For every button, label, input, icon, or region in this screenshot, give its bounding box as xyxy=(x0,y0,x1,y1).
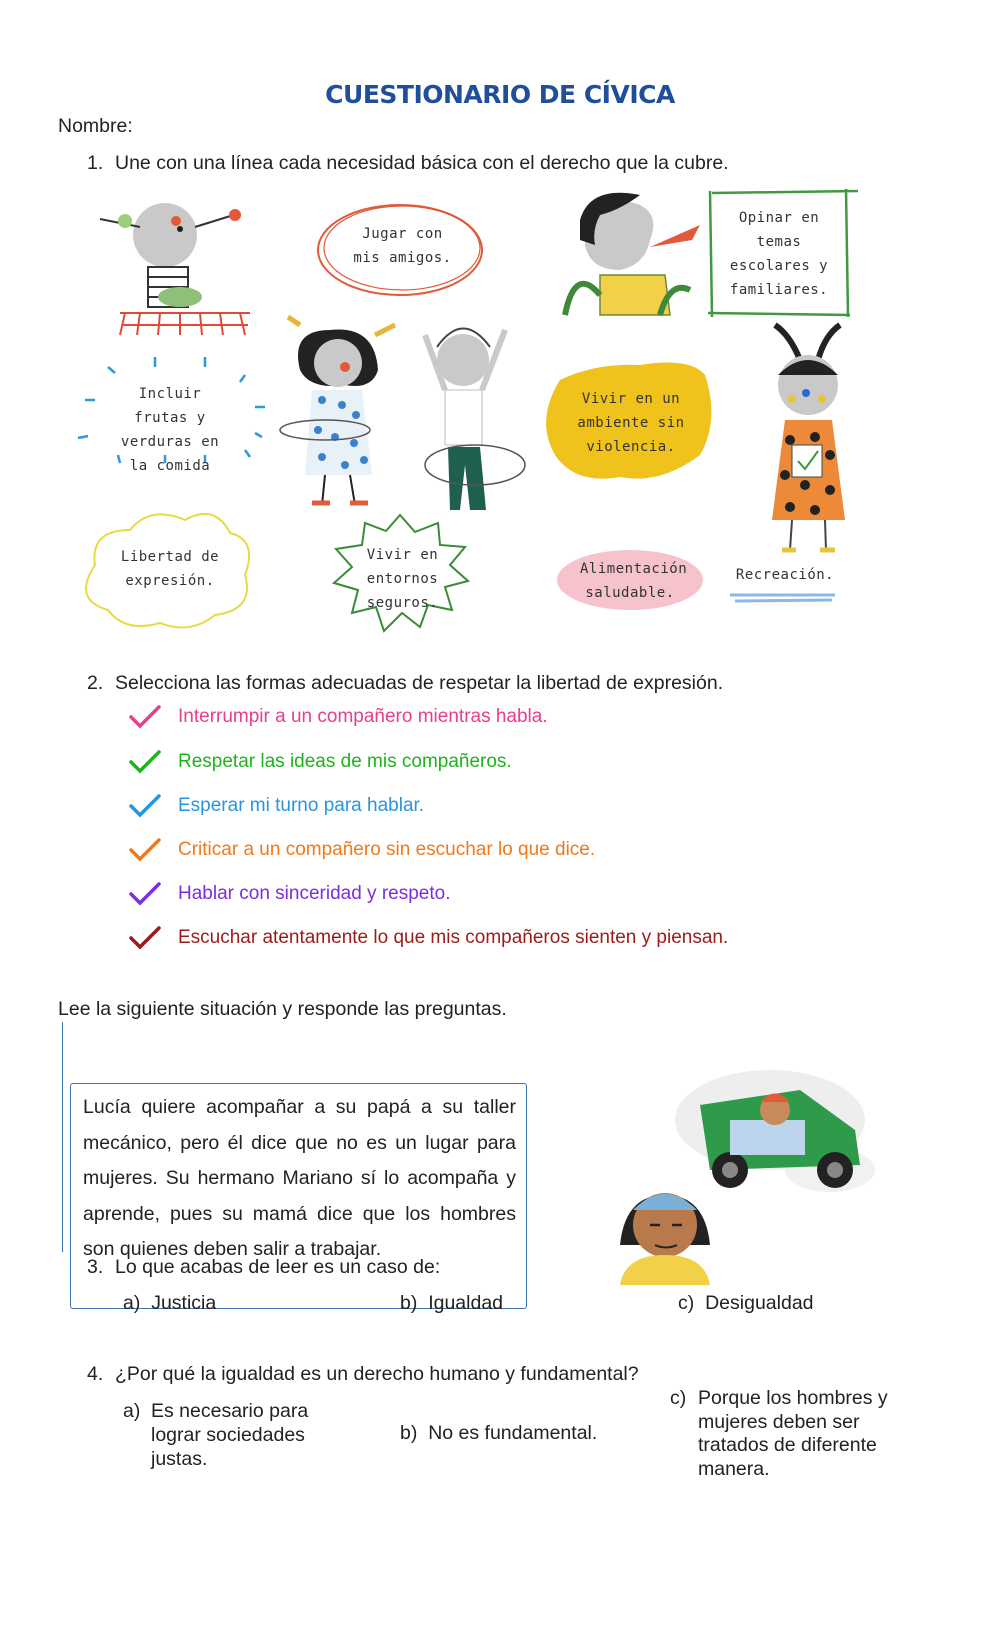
q4-option-a[interactable] xyxy=(123,1399,343,1471)
card-entornos: Vivir en entornos seguros. xyxy=(366,547,439,611)
q3-option-c-letter: c) xyxy=(678,1292,695,1314)
q4-option-b-text: No es fundamental. xyxy=(428,1422,598,1444)
q2-option-5[interactable] xyxy=(128,878,450,910)
q1-text: Une con una línea cada necesidad básica con el derecho que la cubre. xyxy=(115,152,729,174)
q2-option-label: Esperar mi turno para hablar. xyxy=(178,795,425,816)
q3-text: Lo que acabas de leer es un caso de: xyxy=(115,1256,441,1278)
q2-option-3[interactable] xyxy=(128,790,424,822)
q2-number: 2. xyxy=(87,672,104,694)
card-alimentacion: Alimentación saludable. xyxy=(580,561,688,601)
q2-option-4[interactable] xyxy=(128,834,595,866)
q4-option-a-line: justas. xyxy=(151,1448,208,1470)
card-libertad: Libertad de expresión. xyxy=(120,549,220,589)
q3-number: 3. xyxy=(87,1256,104,1278)
q2-option-1[interactable] xyxy=(128,701,548,733)
name-label: Nombre: xyxy=(58,115,133,137)
q2-option-label: Respetar las ideas de mis compañeros. xyxy=(178,751,512,772)
q4-option-a-letter: a) xyxy=(123,1400,141,1422)
card-opinar: Opinar en temas escolares y familiares. xyxy=(729,210,829,298)
q4-text: ¿Por qué la igualdad es un derecho humano y fundamental? xyxy=(115,1363,639,1385)
q4-option-c-line: mujeres deben ser xyxy=(698,1410,860,1433)
card-recreacion: Recreación. xyxy=(735,567,835,583)
child-painting-illustration xyxy=(565,193,700,315)
q2-option-label: Interrumpir a un compañero mientras habla. xyxy=(178,706,548,727)
q1-number: 1. xyxy=(87,152,104,174)
girl-apron-illustration xyxy=(772,325,845,550)
q3-option-a-text: Justicia xyxy=(151,1292,217,1314)
q2-text: Selecciona las formas adecuadas de respetar la libertad de expresión. xyxy=(115,672,724,694)
page-title: CUESTIONARIO DE CÍVICA xyxy=(325,80,675,109)
q2-option-2[interactable] xyxy=(128,746,512,778)
q4-option-c[interactable] xyxy=(670,1387,920,1481)
q2-option-label: Escuchar atentamente lo que mis compañeros sienten y piensan. xyxy=(178,927,729,948)
check-icon xyxy=(128,749,162,775)
q3-option-b-letter: b) xyxy=(400,1292,418,1314)
story-frame-line xyxy=(62,1022,66,1252)
q4-option-a-line: Es necesario para xyxy=(151,1400,309,1422)
q3-option-c-text: Desigualdad xyxy=(705,1292,814,1314)
check-icon xyxy=(128,704,162,730)
check-icon xyxy=(128,793,162,819)
kids-hula-hoop-illustration xyxy=(280,317,525,510)
check-icon xyxy=(128,925,162,951)
q3-option-a[interactable] xyxy=(123,1292,216,1315)
q4-option-a-line: lograr sociedades xyxy=(151,1424,305,1446)
check-icon xyxy=(128,881,162,907)
q4-option-c-line: Porque los hombres y xyxy=(698,1387,888,1409)
q4-option-c-line: tratados de diferente xyxy=(698,1434,877,1456)
q4-number: 4. xyxy=(87,1363,104,1385)
q3-option-a-letter: a) xyxy=(123,1292,141,1314)
q4-option-c-line: manera. xyxy=(698,1457,770,1480)
q2-option-label: Hablar con sinceridad y respeto. xyxy=(178,883,451,904)
q4-option-b-letter: b) xyxy=(400,1422,418,1444)
story-text: Lucía quiere acompañar a su papá a su taller mecánico, pero él dice que no es un lugar para mujeres. Su hermano Mariano sí lo acompaña y aprende, pues su mamá dice que los hombres son quienes deben salir a trabajar. xyxy=(83,1096,516,1260)
q2-option-6[interactable] xyxy=(128,922,728,954)
q3-option-c[interactable] xyxy=(678,1292,814,1315)
girl-thinking-illustration xyxy=(600,1060,900,1285)
q2-option-label: Criticar a un compañero sin escuchar lo que dice. xyxy=(178,839,596,860)
card-jugar: Jugar con mis amigos. xyxy=(353,226,452,266)
reading-intro: Lee la siguiente situación y responde las preguntas. xyxy=(58,998,507,1020)
check-icon xyxy=(128,837,162,863)
q4-option-b[interactable] xyxy=(400,1422,597,1445)
q4-option-c-letter: c) xyxy=(670,1387,687,1409)
card-vivir-ambiente: Vivir en un ambiente sin violencia. xyxy=(577,391,685,455)
q3-option-b[interactable] xyxy=(400,1292,503,1315)
child-eating-illustration xyxy=(100,203,250,335)
card-frutas: Incluir frutas y verduras en la comida xyxy=(120,386,220,474)
q3-option-b-text: Igualdad xyxy=(428,1292,504,1314)
